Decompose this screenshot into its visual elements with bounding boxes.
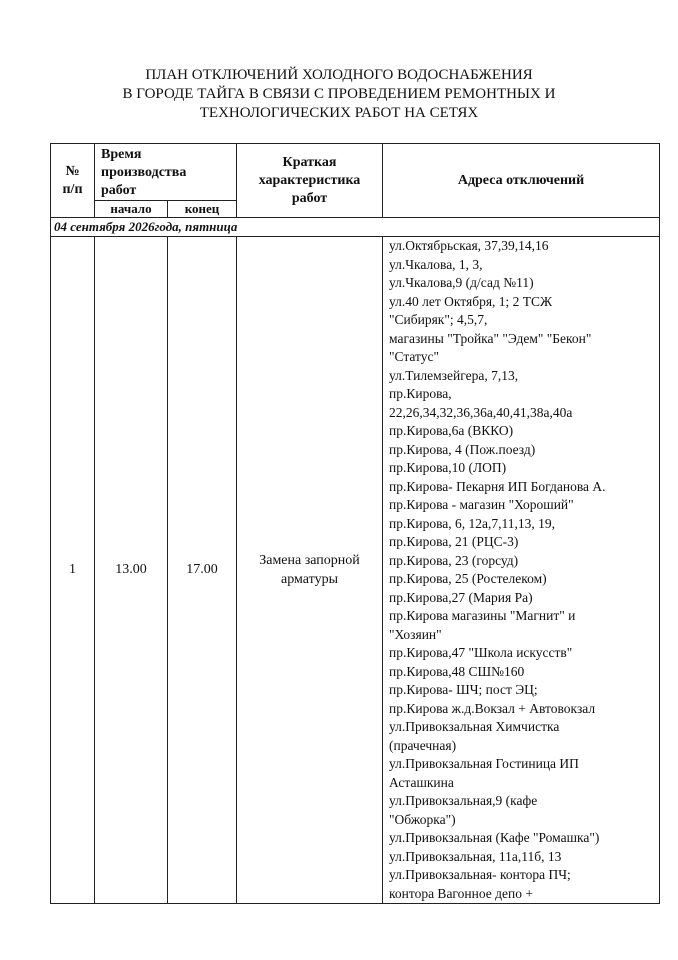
address-line: ул.Привокзальная Химчистка xyxy=(389,719,560,734)
address-line: "Хозяин" xyxy=(389,626,442,642)
address-line: ул.Тилемзейгера, 7,13, xyxy=(389,367,519,383)
address-line: контора Вагонное депо + xyxy=(389,885,533,901)
address-line: ул.Привокзальная Гостиница ИП xyxy=(389,756,579,771)
address-line: ул.Привокзальная- контора ПЧ; xyxy=(389,867,571,882)
title-line-3: ТЕХНОЛОГИЧЕСКИХ РАБОТ НА СЕТЯХ xyxy=(199,105,479,121)
address-line: пр.Кирова,6а (ВККО) xyxy=(389,423,514,438)
address-line: пр.Кирова, 21 (РЦС-3) xyxy=(389,534,519,549)
header-addresses: Адреса отключений xyxy=(383,144,660,218)
shutdown-plan-table xyxy=(50,143,660,904)
header-time-line-1: Время xyxy=(101,147,142,162)
row-number: 1 xyxy=(51,237,95,904)
address-line: пр.Кирова - магазин "Хороший" xyxy=(389,497,574,512)
address-line: пр.Кирова, xyxy=(389,386,452,401)
header-time-line-2: производства xyxy=(101,165,187,180)
date-label: 04 сентября 2026года, пятница xyxy=(51,218,660,237)
address-line: "Сибиряк"; 4,5,7, xyxy=(389,312,488,327)
row-start-time: 13.00 xyxy=(95,237,168,904)
address-line: ул.Октябрьская, 37,39,14,16 xyxy=(389,238,549,253)
date-row xyxy=(51,218,660,237)
address-line: пр.Кирова,27 (Мария Ра) xyxy=(389,589,533,605)
header-number-line-1: № xyxy=(65,163,80,179)
address-line: пр.Кирова магазины "Магнит" и xyxy=(389,608,576,623)
header-characteristic-line-1: Краткая xyxy=(282,154,337,170)
header-number xyxy=(51,144,95,218)
address-line: ул.Привокзальная (Кафе "Ромашка") xyxy=(389,830,600,845)
address-line: магазины "Тройка" "Эдем" "Бекон" xyxy=(389,330,592,346)
address-line: ул.Чкалова, 1, 3, xyxy=(389,256,483,272)
address-line: пр.Кирова ж.д.Вокзал + Автовокзал xyxy=(389,700,596,716)
address-line: пр.Кирова,47 "Школа искусств" xyxy=(389,645,573,660)
header-time-line-3: работ xyxy=(101,183,137,198)
address-line: 22,26,34,32,36,36а,40,41,38а,40а xyxy=(389,404,573,420)
address-line: "Статус" xyxy=(389,349,440,364)
address-line: пр.Кирова, 25 (Ростелеком) xyxy=(389,571,547,586)
row-work-description-line-2: арматуры xyxy=(281,572,338,587)
header-characteristic-line-3: работ xyxy=(291,190,328,206)
header-start: начало xyxy=(95,201,168,218)
address-line: ул.Чкалова,9 (д/сад №11) xyxy=(389,275,534,290)
address-line: "Обжорка") xyxy=(389,811,456,827)
row-end-time: 17.00 xyxy=(168,237,237,904)
address-line: Асташкина xyxy=(389,774,454,790)
address-line: пр.Кирова,48 СШ№160 xyxy=(389,663,525,679)
header-number-line-2: п/п xyxy=(62,181,83,197)
header-characteristic-line-2: характеристика xyxy=(258,172,361,188)
address-line: ул.Привокзальная,9 (кафе xyxy=(389,793,538,808)
address-line: пр.Кирова,10 (ЛОП) xyxy=(389,460,507,475)
row-addresses xyxy=(383,237,660,904)
address-line: ул.40 лет Октября, 1; 2 ТСЖ xyxy=(389,293,553,309)
document-title xyxy=(0,66,678,123)
address-line: пр.Кирова- ШЧ; пост ЭЦ; xyxy=(389,682,538,697)
row-work-description-line-1: Замена запорной xyxy=(259,553,360,568)
header-characteristic xyxy=(237,144,383,218)
header-time xyxy=(95,144,237,201)
row-work-description xyxy=(237,237,383,904)
address-line: (прачечная) xyxy=(389,737,457,753)
address-line: пр.Кирова, 4 (Пож.поезд) xyxy=(389,441,536,457)
address-line: пр.Кирова- Пекарня ИП Богданова А. xyxy=(389,478,606,494)
header-end: конец xyxy=(168,201,237,218)
title-line-1: ПЛАН ОТКЛЮЧЕНИЙ ХОЛОДНОГО ВОДОСНАБЖЕНИЯ xyxy=(145,67,533,83)
address-line: пр.Кирова, 23 (горсуд) xyxy=(389,552,519,568)
header-row xyxy=(51,144,660,201)
address-line: пр.Кирова, 6, 12а,7,11,13, 19, xyxy=(389,515,556,531)
table-row xyxy=(51,237,660,904)
title-line-2: В ГОРОДЕ ТАЙГА В СВЯЗИ С ПРОВЕДЕНИЕМ РЕМОНТНЫХ И xyxy=(122,86,556,102)
address-line: ул.Привокзальная, 11а,11б, 13 xyxy=(389,848,562,864)
